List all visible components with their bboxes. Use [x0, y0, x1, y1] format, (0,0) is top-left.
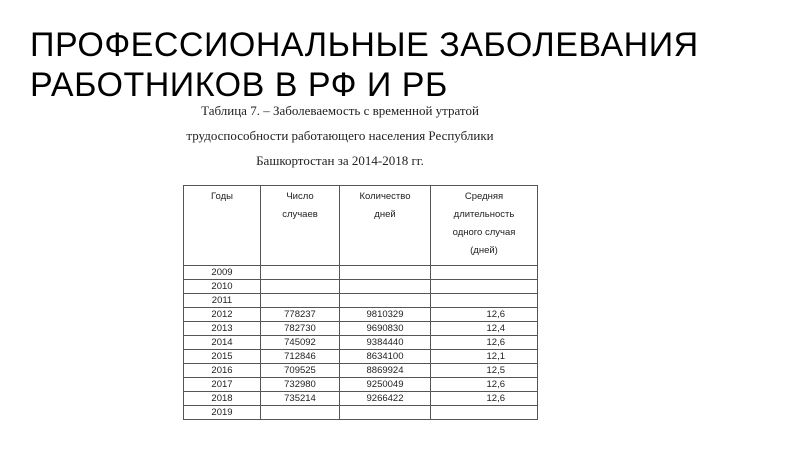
cell-days: [340, 280, 431, 294]
cell-days: 9384440: [340, 336, 431, 350]
morbidity-table: [183, 185, 538, 420]
cell-cases: [261, 266, 340, 280]
cell-cases: 778237: [261, 308, 340, 322]
cell-avg: 12,5: [431, 364, 538, 378]
cell-cases: 709525: [261, 364, 340, 378]
cell-year: 2018: [184, 392, 261, 406]
caption-line-2: трудоспособности работающего населения Республики: [186, 128, 494, 143]
cell-year: 2010: [184, 280, 261, 294]
cell-avg: [431, 406, 538, 420]
cell-avg: 12,6: [431, 392, 538, 406]
header-cases: Число случаев: [261, 186, 340, 266]
cell-cases: 732980: [261, 378, 340, 392]
cell-cases: 712846: [261, 350, 340, 364]
table-row: [184, 266, 538, 280]
table-row: [184, 378, 538, 392]
cell-year: 2019: [184, 406, 261, 420]
table-row: [184, 350, 538, 364]
cell-days: [340, 266, 431, 280]
slide-title-line-2: РАБОТНИКОВ В РФ И РБ: [30, 66, 448, 104]
table-caption: [130, 98, 550, 173]
table-row: [184, 294, 538, 308]
caption-line-3: Башкортостан за 2014-2018 гг.: [256, 153, 424, 168]
cell-cases: 735214: [261, 392, 340, 406]
cell-year: 2009: [184, 266, 261, 280]
cell-cases: 745092: [261, 336, 340, 350]
slide-title: [30, 25, 699, 105]
cell-days: 9250049: [340, 378, 431, 392]
slide-title-line-1: ПРОФЕССИОНАЛЬНЫЕ ЗАБОЛЕВАНИЯ: [30, 26, 699, 64]
cell-avg: 12,4: [431, 322, 538, 336]
cell-year: 2012: [184, 308, 261, 322]
header-avg-duration: Средняя длительность одного случая (дней): [431, 186, 538, 266]
cell-year: 2015: [184, 350, 261, 364]
cell-days: 9690830: [340, 322, 431, 336]
cell-year: 2011: [184, 294, 261, 308]
cell-cases: [261, 406, 340, 420]
cell-cases: [261, 294, 340, 308]
cell-year: 2014: [184, 336, 261, 350]
caption-line-1: Таблица 7. – Заболеваемость с временной утратой: [201, 103, 479, 118]
cell-year: 2013: [184, 322, 261, 336]
cell-avg: 12,6: [431, 308, 538, 322]
table-row: [184, 280, 538, 294]
cell-days: [340, 294, 431, 308]
cell-year: 2016: [184, 364, 261, 378]
cell-days: 9810329: [340, 308, 431, 322]
header-days: Количество дней: [340, 186, 431, 266]
cell-avg: 12,1: [431, 350, 538, 364]
cell-days: 8869924: [340, 364, 431, 378]
table-row: [184, 392, 538, 406]
table-row: [184, 336, 538, 350]
cell-days: 8634100: [340, 350, 431, 364]
cell-avg: 12,6: [431, 378, 538, 392]
cell-avg: [431, 280, 538, 294]
cell-avg: [431, 266, 538, 280]
cell-cases: 782730: [261, 322, 340, 336]
cell-avg: [431, 294, 538, 308]
cell-avg: 12,6: [431, 336, 538, 350]
table-row: [184, 406, 538, 420]
cell-days: 9266422: [340, 392, 431, 406]
table-row: [184, 308, 538, 322]
header-year: Годы: [184, 186, 261, 266]
cell-year: 2017: [184, 378, 261, 392]
cell-days: [340, 406, 431, 420]
cell-cases: [261, 280, 340, 294]
table-row: [184, 364, 538, 378]
table-header-row: [184, 186, 538, 266]
table-row: [184, 322, 538, 336]
table-body: [184, 266, 538, 420]
